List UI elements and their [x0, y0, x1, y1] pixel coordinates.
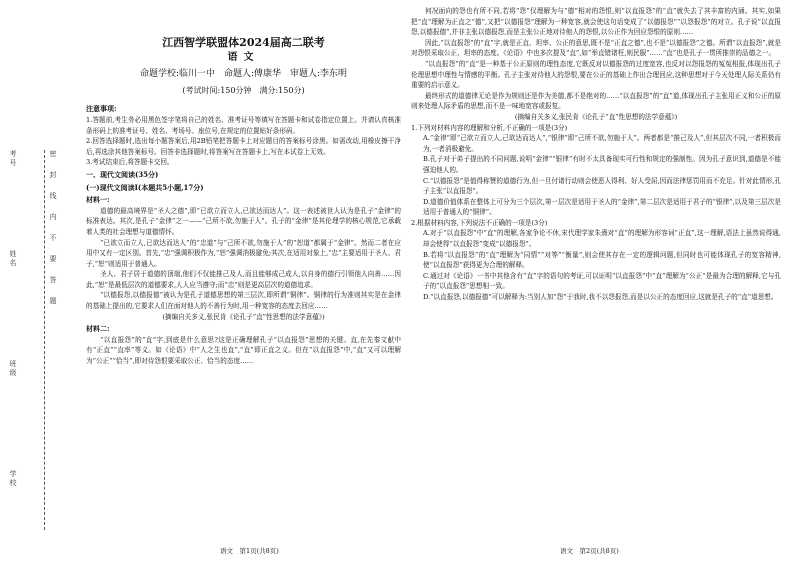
material1-para: “已欲立而立人,已欲达而达人”的“忠道”与“己所不欲,勿施于人”的“恕道”都属于“金律”。然而二者在应用中又有一定区别。首先,“忠”强调积极作为,“恕”强调消极避免;其次,在适用对象上,“忠”主要适用于圣人、君子,“恕”则适用于普通人。 [86, 238, 401, 268]
material1-title: 材料一: [86, 195, 110, 205]
exam-title: 江西智学联盟体2024届高二联考 [162, 36, 325, 49]
right-column [411, 6, 781, 303]
material2-source: (摘编自关多义,张民肯《论孔子“直”性思想的法学意蕴》) [514, 112, 678, 121]
material1-para: “以德报怨,以德报德”被认为是孔子道德思想的第三层次,即所谓“铜律”。铜律的行为准则其实是在金律的基础上提出的,它要求人们在面对他人的不善行为时,用一种宽容的态度去回应…… [86, 291, 401, 311]
q1-option-d: D.道德价值体系在整体上可分为三个层次,第一层次是适用于圣人的“金律”,第二层次是适用于君子的“银律”,以及第三层次是适用于普通人的“铜律”。 [423, 197, 781, 217]
q1-option-a: A.“金律”即“己欲立而立人,己欲达而达人”,“银律”即“己所不欲,勿施于人”。两者都是“推己及人”,但其层次不同,一者积极而为,一者消极避免。 [423, 134, 781, 153]
seal-line [44, 150, 45, 530]
subject-name: 语文 [227, 51, 260, 63]
right-para: 最终形式的道德律无论是作为规则还是作为美德,都不是绝对的……“以直报怨”的“直”道,体现出孔子主张用正义和公正的原则来处理人际矛盾的思想,而不是一味地宽容或报复。 [411, 91, 781, 111]
exam-info: (考试时间:150分钟 满分:150分) [182, 85, 305, 95]
q1-option-b: B.孔子对于弟子提出的不同问题,说明“金律”“银律”有时不太具备现实可行性和规定的强制性。因为孔子意识到,道德是不能强迫他人的。 [423, 155, 781, 174]
right-para: 何况面向的怨也有所不同,若将“怨”仅理解为与“德”相对的怨恨,则“以直报怨”的“直”就失去了其丰富的内涵。其实,如果把“直”理解为正直之“德”,又把“以德报怨”理解为一种宽容,就会使这句话变成了“以德报怨”“以怨报怨”的对立。孔子说“以直报怨,以德报德”,并非主张以德报怨,而是主张公正地对待他人的怨恨,以公正作为回应怨恨的原则…… [411, 7, 781, 37]
subsection-heading: (一)现代文阅读Ⅰ(本题共5小题,17分) [86, 182, 204, 192]
right-para: 因此,“以直报怨”的“直”字,就是正直、坦率、公正的意思,既不是“正直之德”,也不是“以德报怨”之德。所谓“以直报怨”,就是对怨恨采取公正、坦率的态度。《论语》中也多次提及“直”,如“举直错诸枉,则民服”……“直”也是孔子一贯所推崇的品德之一。 [411, 38, 781, 58]
q2-option-d: D.“以直报怨,以德报德”可以解释为:当别人加“怨”于我时,我不以怨报怨,而是以公正的态度回应,这就是孔子的“直”道思想。 [423, 293, 778, 302]
question-1: 1.下列对材料内容的理解和分析,不正确的一项是(3分) [411, 123, 568, 132]
material2-para: “以直报怨”的“直”字,到底是什么意思?这是正确理解孔子“以直报怨”思想的关键。直,在先秦文献中有“正直”“直率”等义。如《论语》中“人之生也直”,“直”即正直之义。但在“以直报怨”中,“直”又可以理解为“公正”“恰当”,即对待怨恨要采取公正、恰当的态度…… [86, 335, 401, 366]
material1-source: (摘编自关多义,张民肯《论孔子“直”性思想的法学意蕴》) [162, 312, 325, 321]
label-xingming: 姓名 [9, 250, 17, 268]
notice-item: 1.答题前,考生务必用黑色签字笔将自己的姓名、准考证号等填写在答题卡和试卷指定位置上。并请认真核准条形码上的准考证号、姓名、考场号、座位号,在规定的位置贴好条形码。 [86, 115, 401, 135]
q1-option-c: C.“以德报怨”是值得称赞的道德行为,但一旦付诸行动则会使恶人得利、好人受屈,因而法律惩罚用而不充足。针对此情形,孔子主张“以直报怨”。 [423, 176, 781, 196]
proposers-line: 命题学校:临川一中 命题人:傅康华 审题人:李东明 [139, 69, 348, 80]
label-banji: 班级 [9, 360, 17, 378]
q2-option-c: C.通过对《论语》一书中其他含有“直”字的语句的考证,可以证明“以直报怨”中“直”理解为“公正”是最为合理的解释,它与孔子的“以直报怨”思想相一致。 [423, 271, 781, 291]
seal-line-text: 密封线内不要答题 [49, 150, 57, 318]
material1-para: 道德的最高境界是“圣人之德”,即“已欲立而立人,已欲达而达人”。这一表述被世人认为是孔子“金律”的标准表达。其次,是孔子“金律”之一——“己所不欲,勿施于人”。孔子的“金律”是其伦理学的核心规范,它承载着人类的社会理想与道德情怀。 [86, 206, 401, 236]
binding-margin [0, 0, 86, 561]
question-2: 2.根据材料内容,下列说法不正确的一项是(3分) [411, 218, 548, 227]
notice-item: 3.考试结束后,将答题卡交回。 [86, 158, 174, 167]
notice-heading: 注意事项: [86, 104, 117, 114]
q2-option-b: B.若将“以直报怨”的“直”理解为“同情”“对等”“衡量”,则会使其存在一定的逻辑问题,但同时也可能体现孔子的宽容精神,使“以直报怨”获得更为合理的解释。 [423, 250, 781, 270]
notice-item: 2.回答选择题时,选出每小题答案后,用2B铅笔把答题卡上对应题目的答案标号涂黑。如需改动,用橡皮擦干净后,再选涂其他答案标号。回答非选择题时,将答案写在答题卡上,写在本试卷上无效。 [86, 137, 401, 156]
page-footer-right: 语文 第2页(共8页) [560, 547, 619, 555]
label-kaohao: 考号 [9, 150, 17, 168]
page-footer-left: 语文 第1页(共8页) [220, 547, 279, 555]
left-column [86, 28, 401, 367]
section-heading: 一、现代文阅读(35分) [86, 169, 159, 179]
material2-title: 材料二: [86, 324, 110, 334]
right-para: “以直报怨”的“直”是一种基于公正原则的理性态度,它既反对以德报怨的过度宽容,也反对以怨报怨的冤冤相报,体现出孔子伦理思想中理性与情感的平衡。孔子主张对待他人的怨恨,要在公正的基础上作出合理回应,这种思想对于今天处理人际关系仍有重要的启示意义。 [411, 59, 781, 90]
material1-para: 圣人、君子居于道德的顶端,他们不仅能推己及人,而且能够成己成人,以自身的德行引领他人向善……因此,“恕”是最低层次的道德要求,人人应当遵守;而“忠”则是更高层次的道德追求。 [86, 270, 401, 289]
q2-option-a: A.对于“以直报怨”中“直”的理解,各家争论不休,宋代理学家朱熹对“直”的理解为形容词“正直”,这一理解,语法上虽然说得通,却会使得“以直报怨”变成“以德报怨”。 [423, 229, 781, 249]
label-xuexiao: 学校 [9, 470, 17, 488]
